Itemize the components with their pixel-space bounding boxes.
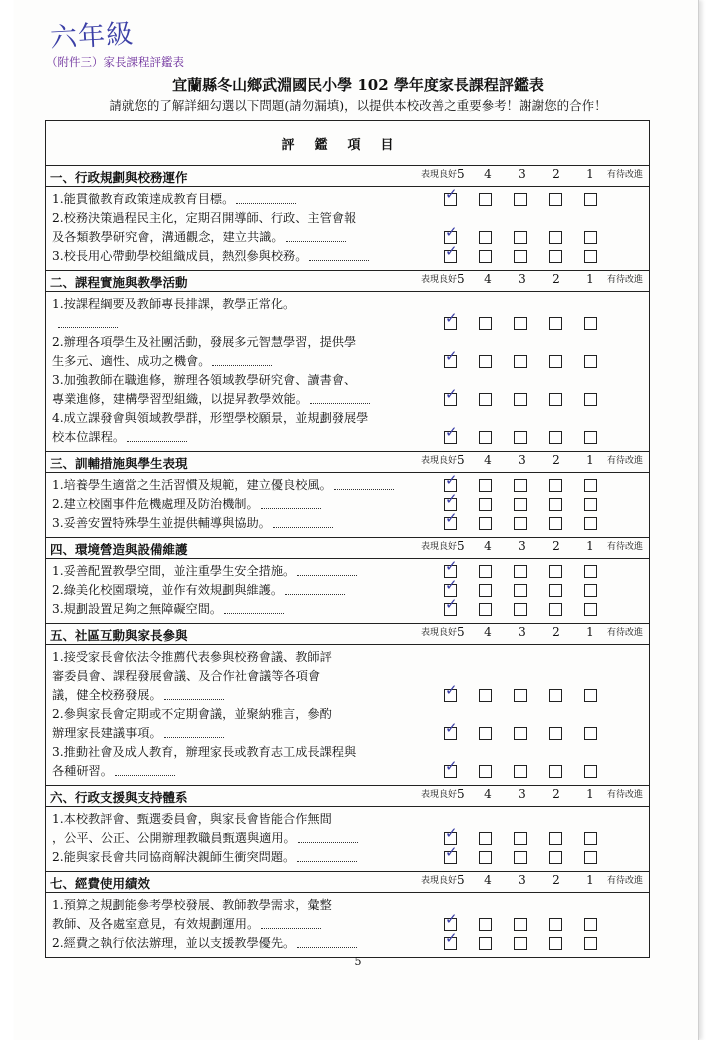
rating-checkbox-4[interactable] [479,937,492,950]
scale-number: 5 [456,452,465,467]
rating-checkbox-5[interactable] [444,727,457,740]
scale-low-label: 有待改進 [606,876,643,886]
rating-checkbox-2[interactable] [549,832,562,845]
scale-number: 1 [586,271,594,286]
item-text-line: 教師、及各處室意見，有效規劃運用。 [52,915,432,934]
item-text-line: 2.能與家長會共同協商解決親師生衝突問題。 [52,848,432,867]
rating-checkbox-3[interactable] [514,193,527,206]
rating-checkbox-5[interactable] [444,937,457,950]
scale-number: 1 [586,452,594,467]
rating-checkbox-4[interactable] [479,193,492,206]
rating-checkbox-3[interactable] [514,231,527,244]
rating-checkbox-3[interactable] [514,765,527,778]
rating-checkbox-2[interactable] [549,689,562,702]
rating-checkbox-5[interactable] [444,765,457,778]
scale-high-label: 表現良好 [420,790,457,800]
rating-checkbox-2[interactable] [549,431,562,444]
leader-dots [115,767,175,776]
rating-checkbox-2[interactable] [549,317,562,330]
evaluation-item [46,810,649,848]
scale-number: 2 [552,166,560,181]
rating-scale [421,873,643,887]
section-title: 一、行政規劃與校務運作 [50,169,188,185]
evaluation-item [46,934,649,953]
rating-checkbox-3[interactable] [514,479,527,492]
scale-low-label: 有待改進 [606,170,643,180]
rating-checkbox-1[interactable] [584,231,597,244]
item-text-line: ，公平、公正、公開辦理教職員甄選與適用。 [52,829,432,848]
rating-scale [421,787,643,801]
item-text-line: 2.參與家長會定期或不定期會議，並聚納雅言，參酌 [52,707,332,721]
leader-dots [261,500,321,509]
rating-checkbox-1[interactable] [584,193,597,206]
rating-checkbox-1[interactable] [584,479,597,492]
leader-dots [164,691,224,700]
rating-checkbox-5[interactable] [444,193,457,206]
scale-number: 1 [586,786,594,801]
rating-checkbox-2[interactable] [549,727,562,740]
evaluation-item [46,295,649,333]
section-title: 六、行政支援與支持體系 [50,789,188,805]
leader-dots [127,433,187,442]
evaluation-item [46,600,649,619]
rating-checkbox-1[interactable] [584,517,597,530]
rating-checkbox-2[interactable] [549,565,562,578]
rating-scale [421,453,643,467]
section-header [46,166,650,187]
rating-checkbox-2[interactable] [549,937,562,950]
scale-number: 4 [484,872,492,887]
scale-number: 4 [484,271,492,286]
rating-checkbox-2[interactable] [549,851,562,864]
section-title: 七、經費使用績效 [50,875,151,891]
scale-number: 5 [456,872,465,887]
item-text-line: 1.預算之規劃能參考學校發展、教師教學需求，彙整 [52,898,332,912]
rating-checkbox-3[interactable] [514,918,527,931]
rating-checkbox-3[interactable] [514,431,527,444]
scale-number: 2 [552,872,560,887]
rating-checkbox-4[interactable] [479,431,492,444]
evaluation-item [46,514,649,533]
scale-number: 1 [586,872,594,887]
evaluation-item [46,409,649,447]
leader-dots [310,395,370,404]
leader-dots [236,195,296,204]
section-header [46,538,650,559]
leader-dots [297,939,357,948]
scale-low-label: 有待改進 [606,790,643,800]
rating-checkbox-2[interactable] [549,765,562,778]
evaluation-item [46,705,649,743]
rating-checkbox-1[interactable] [584,603,597,616]
leader-dots [298,834,358,843]
rating-checkbox-2[interactable] [549,355,562,368]
rating-checkbox-1[interactable] [584,584,597,597]
scale-high-label: 表現良好 [420,275,457,285]
item-text-line: 2.校務決策過程民主化，定期召開導師、行政、主管會報 [52,211,357,225]
rating-checkbox-3[interactable] [514,317,527,330]
scale-number: 5 [456,786,465,801]
rating-scale [421,625,643,639]
item-text-line: 專業進修，建構學習型組織，以提昇教學效能。 [52,390,432,409]
rating-checkbox-5[interactable] [444,393,457,406]
evaluation-item [46,495,649,514]
rating-checkbox-4[interactable] [479,498,492,511]
scale-number: 4 [484,166,492,181]
item-text-line: 1.接受家長會依法令推薦代表參與校務會議、教師評 [52,650,332,664]
scale-high-label: 表現良好 [420,456,457,466]
item-text-line: 2.建立校園事件危機處理及防治機制。 [52,495,432,514]
page-title: 宜蘭縣冬山鄉武淵國民小學 102 學年度家長課程評鑑表 [172,76,544,94]
rating-checkbox-3[interactable] [514,851,527,864]
rating-checkbox-1[interactable] [584,937,597,950]
scale-number: 2 [552,786,560,801]
item-text-line: 3.推動社會及成人教育，辦理家長或教育志工成長課程與 [52,745,357,759]
rating-checkbox-5[interactable] [444,689,457,702]
section-header [46,872,650,893]
scale-number: 2 [552,624,560,639]
leader-dots [297,853,357,862]
scale-number: 3 [518,452,526,467]
rating-checkbox-5[interactable] [444,250,457,263]
rating-checkbox-4[interactable] [479,727,492,740]
rating-checkbox-1[interactable] [584,431,597,444]
section-header [46,271,650,292]
rating-checkbox-4[interactable] [479,250,492,263]
item-text-line: 2.綠美化校園環境，並作有效規劃與維護。 [52,581,432,600]
evaluation-item [46,209,649,247]
leader-dots [273,519,333,528]
rating-checkbox-1[interactable] [584,851,597,864]
rating-checkbox-2[interactable] [549,479,562,492]
scale-number: 5 [456,166,465,181]
section-header [46,786,650,807]
rating-checkbox-5[interactable] [444,431,457,444]
rating-checkbox-4[interactable] [479,584,492,597]
rating-checkbox-3[interactable] [514,937,527,950]
scale-number: 4 [484,538,492,553]
rating-checkbox-5[interactable] [444,603,457,616]
item-text-line [52,314,432,333]
rating-checkbox-2[interactable] [549,393,562,406]
scale-number: 3 [518,538,526,553]
rating-checkbox-4[interactable] [479,918,492,931]
rating-checkbox-2[interactable] [549,584,562,597]
item-text-line: 2.辦理各項學生及社團活動，發展多元智慧學習，提供學 [52,335,357,349]
rating-checkbox-1[interactable] [584,355,597,368]
rating-checkbox-3[interactable] [514,603,527,616]
rating-checkbox-3[interactable] [514,584,527,597]
rating-checkbox-3[interactable] [514,355,527,368]
leader-dots [286,233,346,242]
rating-checkbox-1[interactable] [584,317,597,330]
item-text-line: 議，健全校務發展。 [52,686,432,705]
rating-checkbox-2[interactable] [549,250,562,263]
scale-number: 1 [586,538,594,553]
item-text-line: 3.規劃設置足夠之無障礙空間。 [52,600,432,619]
scale-low-label: 有待改進 [606,275,643,285]
item-text-line: 3.妥善安置特殊學生並提供輔導與協助。 [52,514,432,533]
scale-high-label: 表現良好 [420,876,457,886]
rating-checkbox-2[interactable] [549,231,562,244]
handwritten-grade: 六年級 [49,18,135,55]
rating-checkbox-4[interactable] [479,317,492,330]
scale-number: 1 [586,624,594,639]
evaluation-item [46,648,649,705]
item-text-line: 1.妥善配置教學空間，並注重學生安全措施。 [52,562,432,581]
scale-number: 4 [484,452,492,467]
section-title: 四、環境營造與設備維護 [50,541,188,557]
item-text-line: 生多元、適性、成功之機會。 [52,352,432,371]
scale-high-label: 表現良好 [420,628,457,638]
leader-dots [58,319,118,328]
scale-low-label: 有待改進 [606,456,643,466]
rating-checkbox-3[interactable] [514,498,527,511]
form-header: 評鑑項目 [46,121,650,166]
rating-checkbox-5[interactable] [444,317,457,330]
evaluation-item [46,371,649,409]
rating-checkbox-2[interactable] [549,498,562,511]
rating-checkbox-4[interactable] [479,832,492,845]
rating-checkbox-4[interactable] [479,689,492,702]
scale-number: 5 [456,538,465,553]
leader-dots [309,252,369,261]
leader-dots [212,357,272,366]
scale-number: 5 [456,271,465,286]
evaluation-item [46,190,649,209]
rating-checkbox-3[interactable] [514,250,527,263]
leader-dots [224,605,284,614]
rating-checkbox-2[interactable] [549,193,562,206]
rating-checkbox-1[interactable] [584,498,597,511]
rating-checkbox-1[interactable] [584,727,597,740]
rating-scale [421,272,643,286]
scale-low-label: 有待改進 [606,628,643,638]
item-text-line: 2.經費之執行依法辦理，並以支援教學優先。 [52,934,432,953]
item-text-line: 及各類教學研究會，溝通觀念，建立共識。 [52,228,432,247]
evaluation-item [46,247,649,266]
rating-checkbox-4[interactable] [479,517,492,530]
rating-checkbox-2[interactable] [549,517,562,530]
rating-checkbox-5[interactable] [444,517,457,530]
evaluation-item [46,581,649,600]
evaluation-item [46,333,649,371]
item-text-line: 1.能貫徹教育政策達成教育目標。 [52,190,432,209]
leader-dots [164,729,224,738]
page-number: 5 [354,955,362,968]
rating-checkbox-1[interactable] [584,393,597,406]
rating-checkbox-1[interactable] [584,918,597,931]
rating-checkbox-4[interactable] [479,479,492,492]
rating-checkbox-3[interactable] [514,393,527,406]
scale-number: 3 [518,786,526,801]
leader-dots [285,586,345,595]
item-text-line: 3.加強教師在職進修，辦理各領域教學研究會、讀書會、 [52,373,357,387]
item-text-line: 各種研習。 [52,762,432,781]
scale-number: 2 [552,452,560,467]
item-text-line: 辦理家長建議事項。 [52,724,432,743]
scale-number: 3 [518,166,526,181]
leader-dots [261,920,321,929]
rating-checkbox-3[interactable] [514,517,527,530]
rating-checkbox-3[interactable] [514,565,527,578]
rating-checkbox-5[interactable] [444,851,457,864]
section-title: 三、訓輔措施與學生表現 [50,455,188,471]
rating-checkbox-1[interactable] [584,765,597,778]
annex-label: （附件三）家長課程評鑑表 [46,55,184,69]
rating-checkbox-4[interactable] [479,603,492,616]
rating-checkbox-3[interactable] [514,727,527,740]
scale-number: 3 [518,872,526,887]
scale-high-label: 表現良好 [420,542,457,552]
evaluation-item [46,743,649,781]
section-title: 五、社區互動與家長參與 [50,627,188,643]
evaluation-item [46,848,649,867]
leader-dots [297,567,357,576]
scale-number: 4 [484,786,492,801]
rating-checkbox-4[interactable] [479,851,492,864]
section-header [46,452,650,473]
evaluation-form [45,120,650,958]
evaluation-item [46,896,649,934]
scale-number: 1 [586,166,594,181]
scale-number: 4 [484,624,492,639]
scale-number: 2 [552,271,560,286]
evaluation-item [46,476,649,495]
scale-number: 5 [456,624,465,639]
rating-checkbox-1[interactable] [584,250,597,263]
scale-number: 2 [552,538,560,553]
evaluation-item [46,562,649,581]
rating-checkbox-1[interactable] [584,565,597,578]
item-text-line: 3.校長用心帶動學校組織成員，熱烈參與校務。 [52,247,432,266]
section-header [46,624,650,645]
rating-checkbox-4[interactable] [479,393,492,406]
scale-number: 3 [518,624,526,639]
item-text-line: 1.培養學生適當之生活習慣及規範，建立優良校風。 [52,476,432,495]
item-text-line: 審委員會、課程發展會議、及合作社會議等各項會 [52,669,321,683]
scale-low-label: 有待改進 [606,542,643,552]
rating-scale [421,539,643,553]
rating-checkbox-2[interactable] [549,603,562,616]
rating-checkbox-1[interactable] [584,689,597,702]
item-text-line: 1.按課程綱要及教師專長排課，教學正常化。 [52,297,296,311]
item-text-line: 4.成立課發會與領域教學群，形塑學校願景，並規劃發展學 [52,411,369,425]
rating-scale [421,167,643,181]
rating-checkbox-2[interactable] [549,918,562,931]
item-text-line: 校本位課程。 [52,428,432,447]
rating-checkbox-1[interactable] [584,832,597,845]
leader-dots [334,481,394,490]
item-text-line: 1.本校教評會、甄選委員會，與家長會皆能合作無間 [52,812,332,826]
rating-checkbox-4[interactable] [479,565,492,578]
rating-checkbox-4[interactable] [479,765,492,778]
rating-checkbox-3[interactable] [514,832,527,845]
scale-number: 3 [518,271,526,286]
rating-checkbox-4[interactable] [479,231,492,244]
rating-checkbox-5[interactable] [444,355,457,368]
section-title: 二、課程實施與教學活動 [50,274,188,290]
rating-checkbox-4[interactable] [479,355,492,368]
scale-high-label: 表現良好 [420,170,457,180]
intro-text: 請就您的了解詳細勾選以下問題(請勿漏填)，以提供本校改善之重要參考！謝謝您的合作！ [109,98,607,113]
rating-checkbox-3[interactable] [514,689,527,702]
